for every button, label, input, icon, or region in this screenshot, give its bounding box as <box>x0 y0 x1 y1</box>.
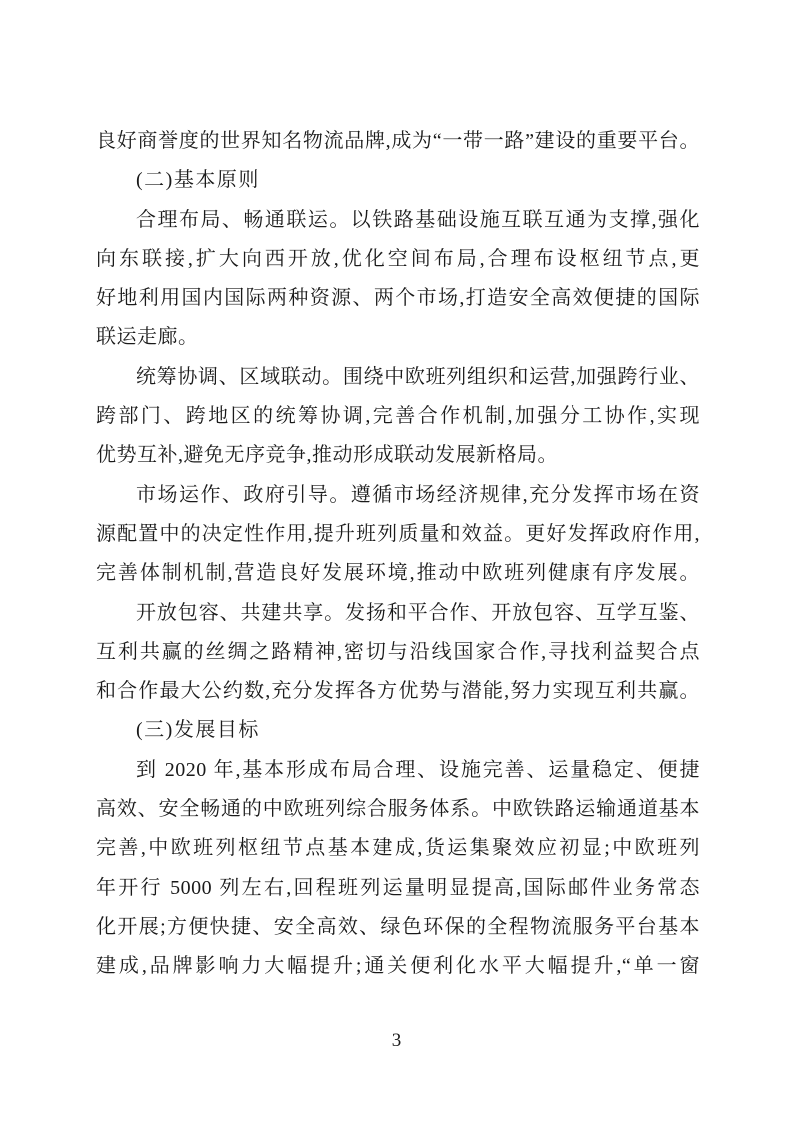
text-line: 完善,中欧班列枢纽节点基本建成,货运集聚效应初显;中欧班列 <box>96 837 700 860</box>
text-line: 互利共赢的丝绸之路精神,密切与沿线国家合作,寻找利益契合点 <box>96 640 700 663</box>
text-line: 建成,品牌影响力大幅提升;通关便利化水平大幅提升,“单一窗 <box>96 955 700 978</box>
text-line: 完善体制机制,营造良好发展环境,推动中欧班列健康有序发展。 <box>96 562 700 585</box>
section-heading-development-goals: (三)发展目标 <box>136 719 260 742</box>
text-line: 年开行 5000 列左右,回程班列运量明显提高,国际邮件业务常态 <box>96 876 700 899</box>
text-line: 合理布局、畅通联运。以铁路基础设施互联互通为支撑,强化 <box>136 208 700 231</box>
text-line: 联运走廊。 <box>96 326 199 349</box>
document-body <box>96 122 700 987</box>
page-number: 3 <box>391 1030 402 1051</box>
text-line: 统筹协调、区域联动。围绕中欧班列组织和运营,加强跨行业、 <box>136 365 700 388</box>
text-line: 和合作最大公约数,充分发挥各方优势与潜能,努力实现互利共赢。 <box>96 680 700 703</box>
section-heading-basic-principles: (二)基本原则 <box>136 169 260 192</box>
text-line: 好地利用国内国际两种资源、两个市场,打造安全高效便捷的国际 <box>96 287 700 310</box>
text-line: 到 2020 年,基本形成布局合理、设施完善、运量稳定、便捷 <box>136 758 700 781</box>
text-line: 良好商誉度的世界知名物流品牌,成为“一带一路”建设的重要平台。 <box>96 130 700 152</box>
text-line: 源配置中的决定性作用,提升班列质量和效益。更好发挥政府作用, <box>96 522 700 545</box>
text-line: 跨部门、跨地区的统筹协调,完善合作机制,加强分工协作,实现 <box>96 405 700 428</box>
text-line: 优势互补,避免无序竞争,推动形成联动发展新格局。 <box>96 444 558 467</box>
text-line: 化开展;方便快捷、安全高效、绿色环保的全程物流服务平台基本 <box>96 915 700 938</box>
text-line: 高效、安全畅通的中欧班列综合服务体系。中欧铁路运输通道基本 <box>96 798 700 821</box>
text-line: 市场运作、政府引导。遵循市场经济规律,充分发挥市场在资 <box>136 483 700 506</box>
text-line: 开放包容、共建共享。发扬和平合作、开放包容、互学互鉴、 <box>136 601 700 624</box>
text-line: 向东联接,扩大向西开放,优化空间布局,合理布设枢纽节点,更 <box>96 247 700 270</box>
